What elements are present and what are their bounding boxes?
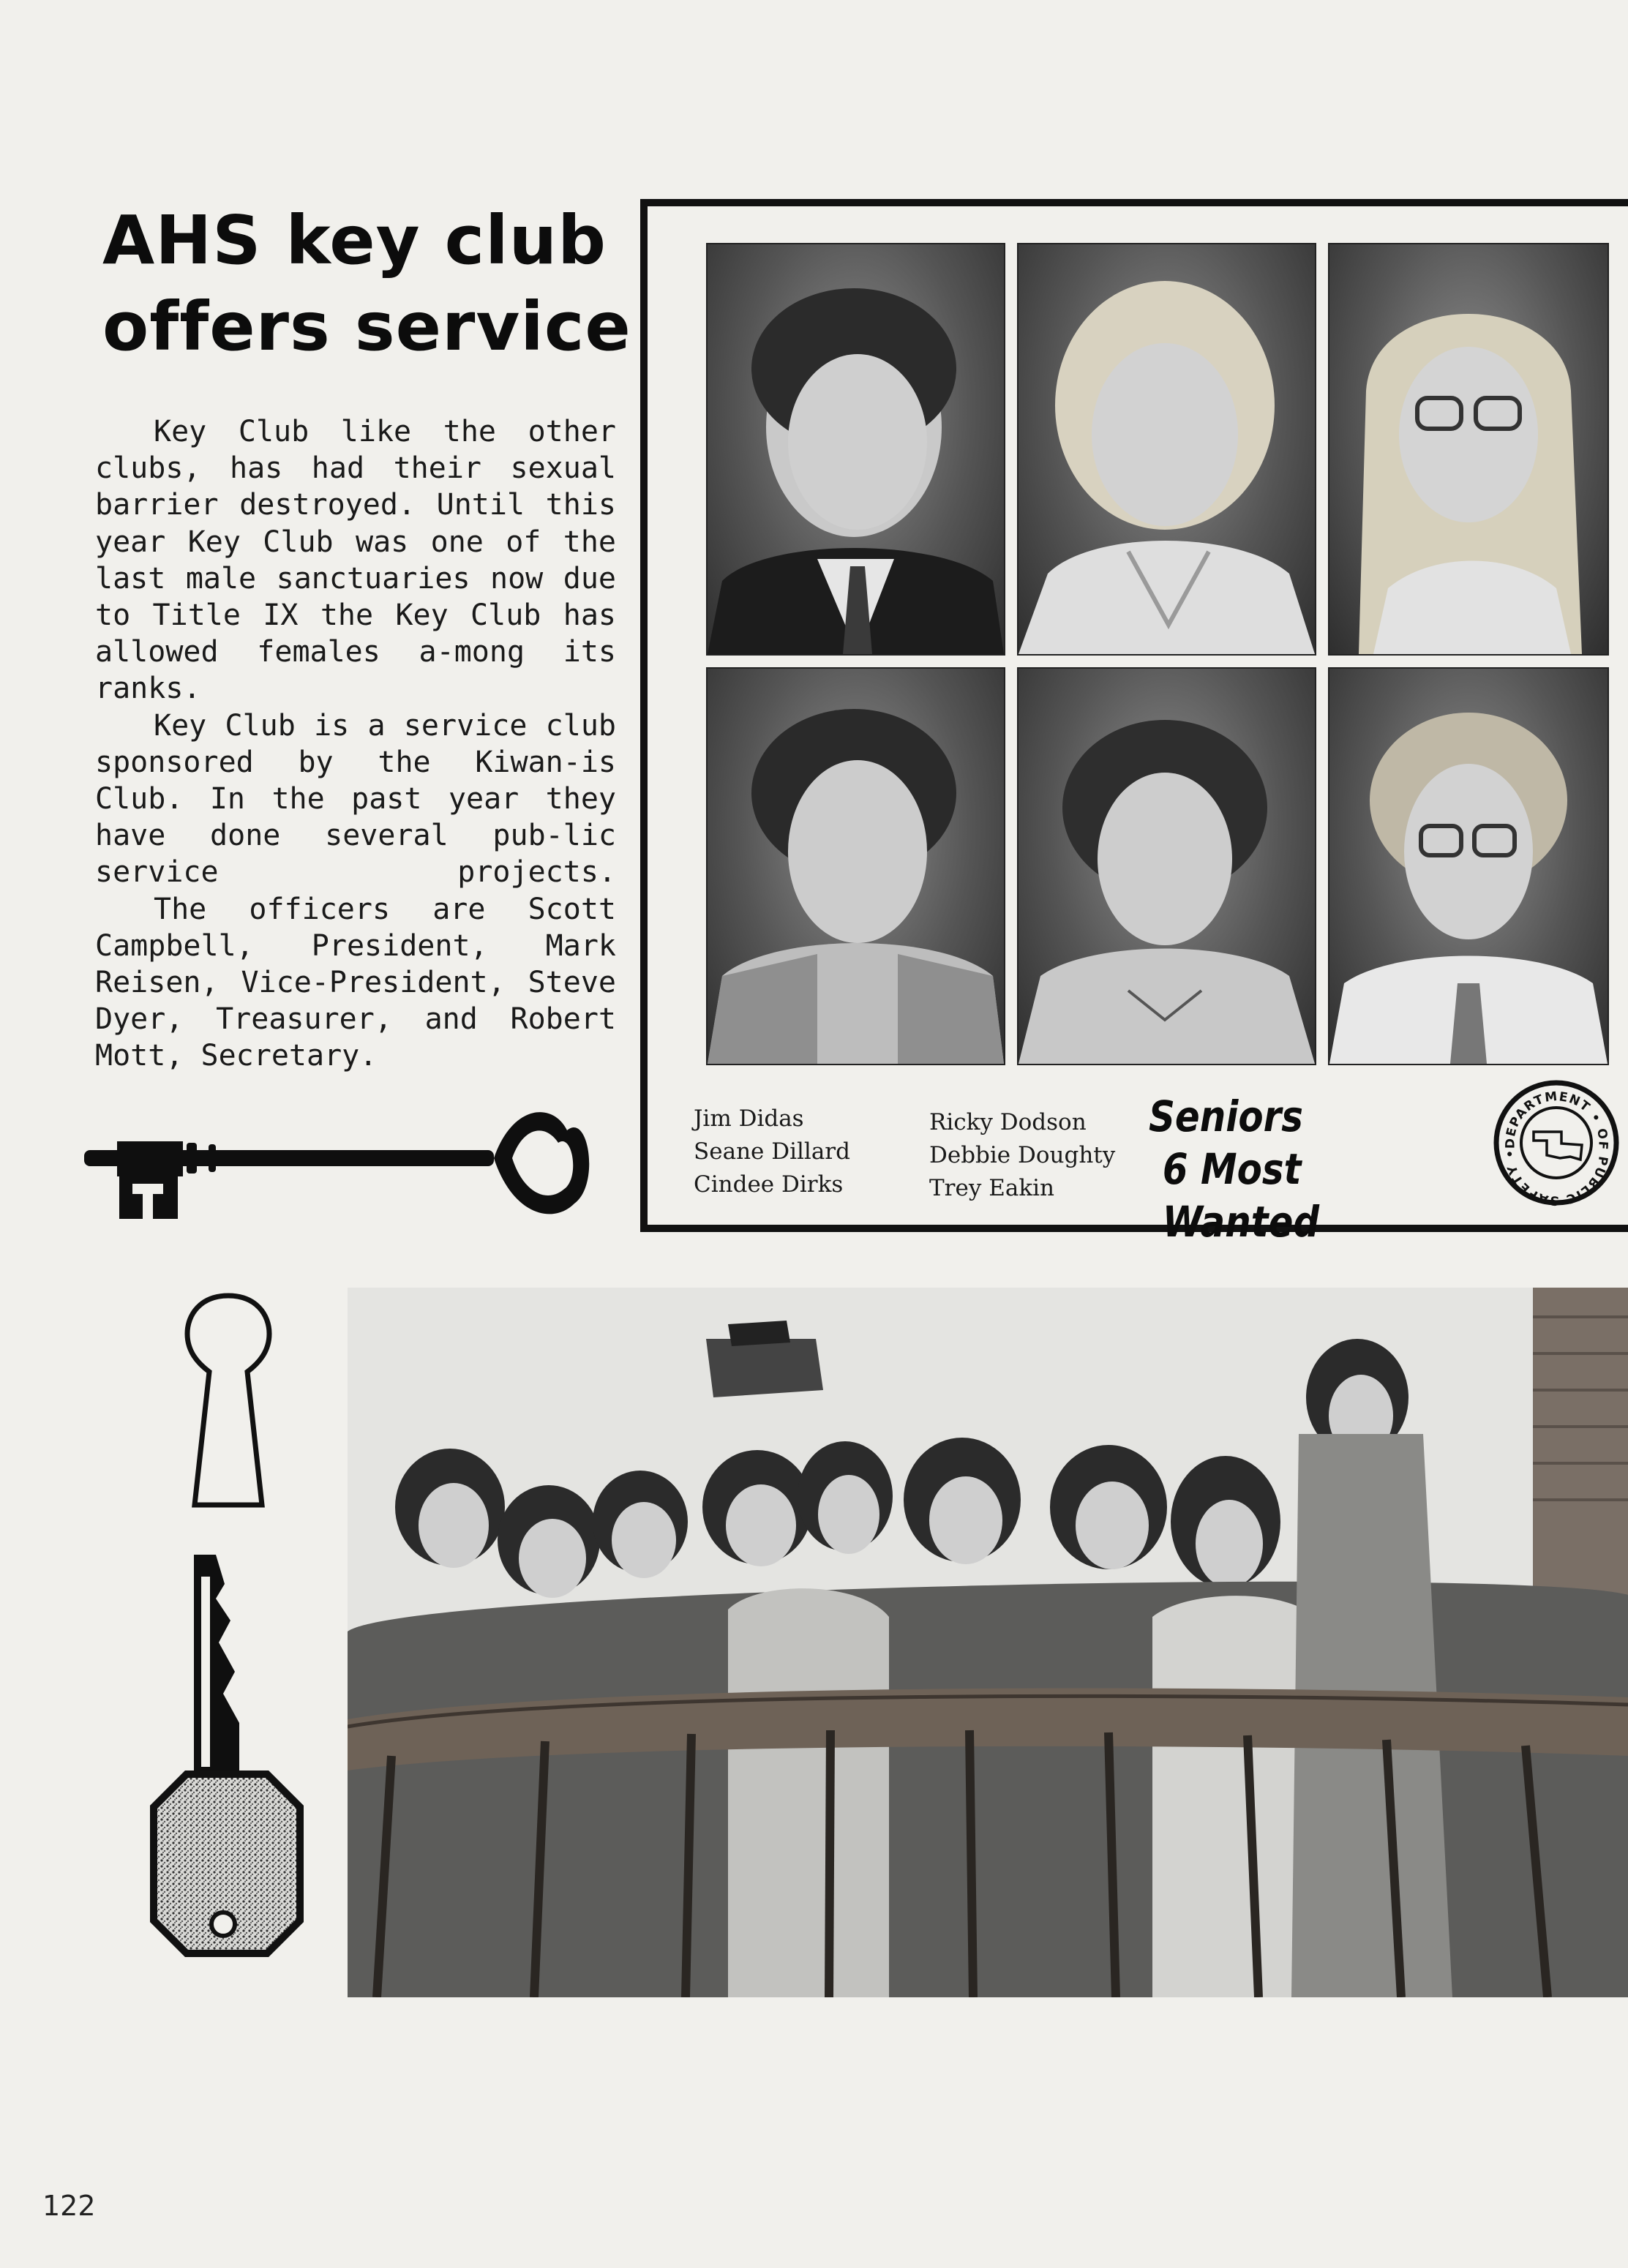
most-wanted-frame [640, 199, 1628, 1232]
most-wanted-title-line-1: Seniors [1149, 1092, 1303, 1141]
article-headline [102, 198, 637, 370]
student-name: Cindee Dirks [694, 1171, 844, 1198]
portrait-photo [706, 243, 1005, 656]
portrait-photo [706, 667, 1005, 1065]
portrait-photo [1328, 667, 1609, 1065]
student-name: Debbie Doughty [929, 1142, 1116, 1168]
skeleton-key-icon [84, 1097, 596, 1229]
student-name: Ricky Dodson [929, 1109, 1087, 1135]
portrait-photo [1017, 667, 1316, 1065]
portrait-photo [1017, 243, 1316, 656]
article-paragraph-1: Key Club like the other clubs, has had their sexual barrier destroyed. Until this year Key Club was one of the last male sanctuaries now due to Title IX the Key Club has allowed females a-mong its ranks. [95, 415, 616, 706]
student-name: Jim Didas [694, 1105, 804, 1132]
names-column-left [694, 1103, 850, 1201]
keyhole-icon [183, 1291, 274, 1511]
svg-text:DEPARTMENT • OF PUBLIC SAFETY: DEPARTMENT • OF PUBLIC SAFETY • [1503, 1089, 1610, 1207]
headline-line-2: offers service [102, 288, 631, 366]
page-number: 122 [42, 2190, 96, 2222]
house-key-icon [143, 1555, 311, 1964]
article-body [95, 413, 616, 1075]
group-photo [348, 1288, 1628, 1997]
portrait-photo [1328, 243, 1609, 656]
most-wanted-title [1149, 1090, 1438, 1248]
names-column-right [929, 1106, 1115, 1205]
article-paragraph-3: The officers are Scott Campbell, President, Mark Reisen, Vice-President, Steve Dyer, Treasurer, and Robert Mott, Secretary. [95, 892, 616, 1073]
headline-line-1: AHS key club [102, 201, 607, 279]
student-name: Seane Dillard [694, 1138, 850, 1165]
public-safety-seal-icon [1493, 1079, 1621, 1207]
student-name: Trey Eakin [929, 1175, 1054, 1201]
article-paragraph-2: Key Club is a service club sponsored by the Kiwan-is Club. In the past year they have done several pub-lic service projects. [95, 708, 616, 890]
most-wanted-title-line-2: 6 Most Wanted [1162, 1144, 1320, 1247]
